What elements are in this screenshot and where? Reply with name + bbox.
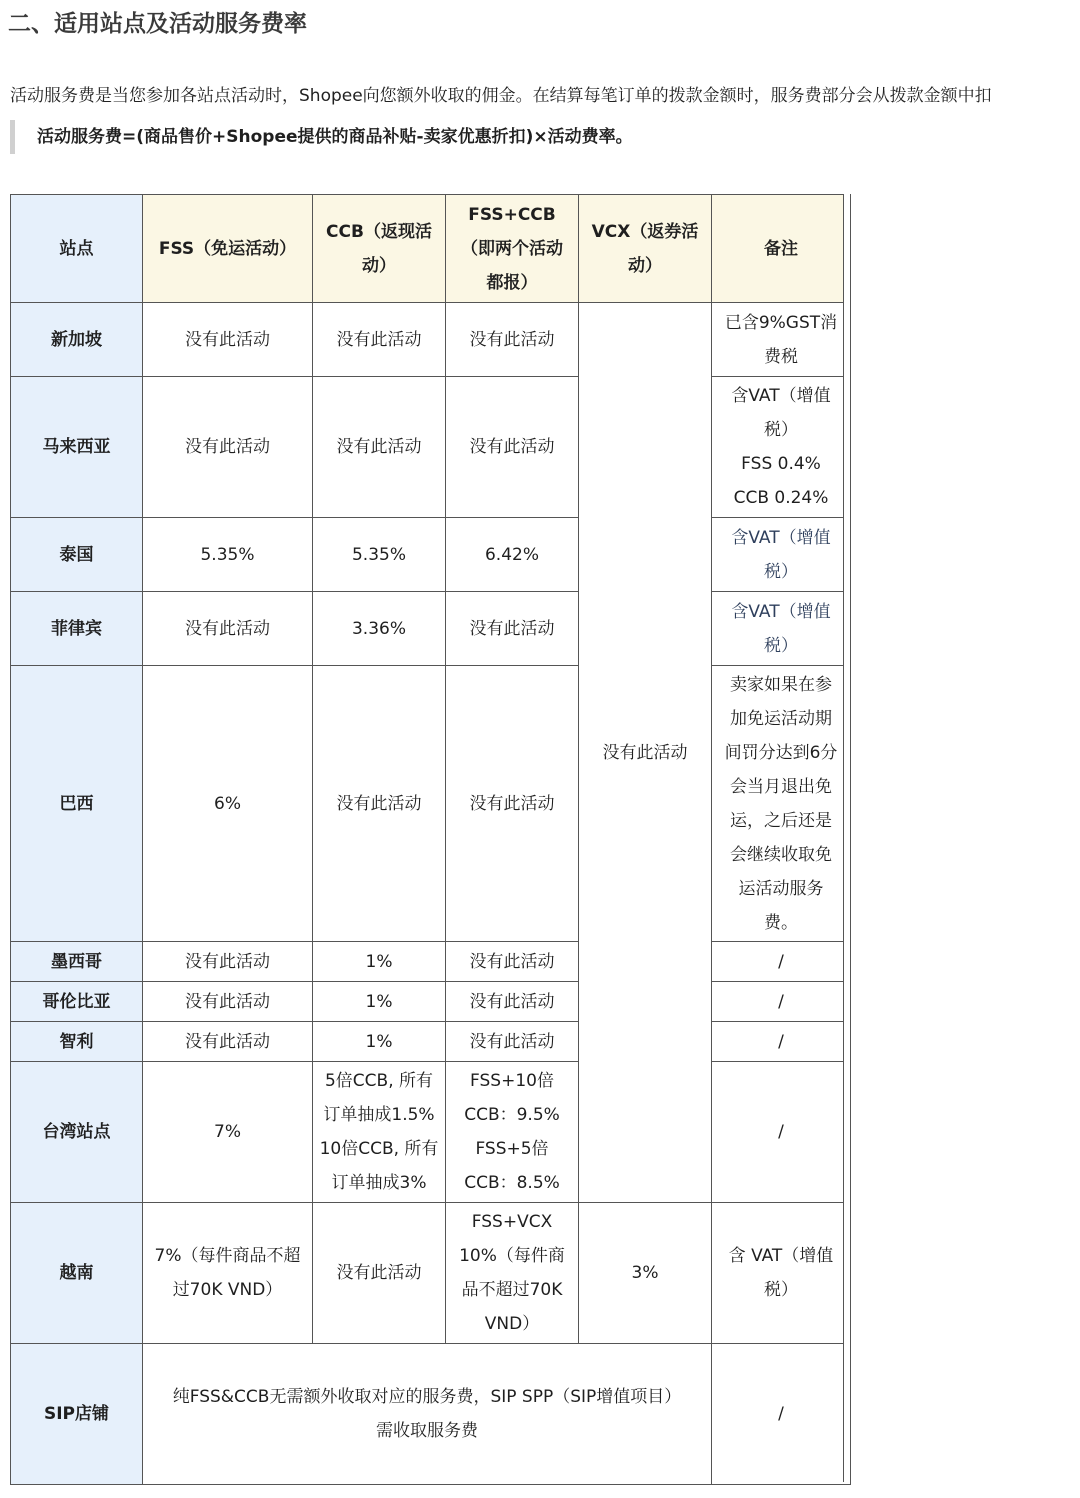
table-row [11, 982, 851, 1022]
table-row [11, 1062, 851, 1203]
ccb-cell: 5倍CCB, 所有 订单抽成1.5% 10倍CCB, 所有 订单抽成3% [313, 1062, 446, 1203]
site-cell: SIP店铺 [11, 1344, 143, 1485]
fss-cell: 7%（每件商品不超 过70K VND） [143, 1203, 313, 1344]
table-row [11, 1022, 851, 1062]
ccb-cell: 没有此活动 [313, 303, 446, 377]
fss-cell: 没有此活动 [143, 1022, 313, 1062]
site-cell: 智利 [11, 1022, 143, 1062]
site-cell: 哥伦比亚 [11, 982, 143, 1022]
note-cell: 含VAT（增值 税） [712, 592, 851, 666]
fss-ccb-cell: 没有此活动 [446, 982, 579, 1022]
note-cell: / [712, 1062, 851, 1203]
header-fss: FSS（免运活动） [143, 195, 313, 303]
header-vcx: VCX（返券活 动） [579, 195, 712, 303]
table-row [11, 518, 851, 592]
table-row [11, 303, 851, 377]
fss-cell: 没有此活动 [143, 592, 313, 666]
ccb-cell: 1% [313, 982, 446, 1022]
fss-cell: 5.35% [143, 518, 313, 592]
table-row [11, 1203, 851, 1344]
formula-quote [10, 120, 715, 154]
site-cell: 新加坡 [11, 303, 143, 377]
page-heading: 二、适用站点及活动服务费率 [8, 11, 307, 37]
fss-ccb-cell: 没有此活动 [446, 303, 579, 377]
header-site: 站点 [11, 195, 143, 303]
table-row [11, 377, 851, 518]
site-cell: 越南 [11, 1203, 143, 1344]
intro-paragraph: 活动服务费是当您参加各站点活动时，Shopee向您额外收取的佣金。在结算每笔订单的拨款金额时，服务费部分会从拨款金额中扣 [10, 86, 992, 106]
header-note: 备注 [712, 195, 851, 303]
fss-cell: 6% [143, 666, 313, 942]
table-right-edge [843, 194, 850, 1482]
fss-cell: 没有此活动 [143, 377, 313, 518]
note-cell: 已含9%GST消 费税 [712, 303, 851, 377]
note-cell: / [712, 982, 851, 1022]
site-cell: 巴西 [11, 666, 143, 942]
table-row [11, 942, 851, 982]
fss-ccb-cell: FSS+10倍 CCB：9.5% FSS+5倍 CCB：8.5% [446, 1062, 579, 1203]
fss-ccb-cell: 没有此活动 [446, 942, 579, 982]
vcx-merged-cell: 没有此活动 [579, 303, 712, 1203]
site-cell: 台湾站点 [11, 1062, 143, 1203]
header-fss-ccb: FSS+CCB （即两个活动 都报） [446, 195, 579, 303]
ccb-cell: 没有此活动 [313, 666, 446, 942]
header-ccb: CCB（返现活 动） [313, 195, 446, 303]
ccb-cell: 1% [313, 942, 446, 982]
note-cell: 含VAT（增值 税） [712, 518, 851, 592]
vcx-cell: 3% [579, 1203, 712, 1344]
fss-cell: 7% [143, 1062, 313, 1203]
note-cell: 含VAT（增值 税） FSS 0.4% CCB 0.24% [712, 377, 851, 518]
fss-ccb-cell: 没有此活动 [446, 592, 579, 666]
note-cell: 含 VAT（增值 税） [712, 1203, 851, 1344]
fss-cell: 没有此活动 [143, 303, 313, 377]
note-cell: / [712, 1022, 851, 1062]
ccb-cell: 3.36% [313, 592, 446, 666]
table-row [11, 666, 851, 942]
site-cell: 墨西哥 [11, 942, 143, 982]
fss-cell: 没有此活动 [143, 942, 313, 982]
fss-ccb-cell: FSS+VCX 10%（每件商 品不超过70K VND） [446, 1203, 579, 1344]
note-cell: / [712, 942, 851, 982]
sip-merged-cell: 纯FSS&CCB无需额外收取对应的服务费，SIP SPP（SIP增值项目） 需收取服务费 [143, 1344, 712, 1485]
site-cell: 菲律宾 [11, 592, 143, 666]
note-cell: 卖家如果在参 加免运活动期 间罚分达到6分 会当月退出免 运，之后还是 会继续收取免 运活动服务 费。 [712, 666, 851, 942]
fss-ccb-cell: 没有此活动 [446, 377, 579, 518]
table-row [11, 1344, 851, 1485]
rates-table [10, 194, 851, 1485]
formula-text: 活动服务费=(商品售价+Shopee提供的商品补贴-卖家优惠折扣)×活动费率。 [37, 127, 633, 147]
fss-cell: 没有此活动 [143, 982, 313, 1022]
ccb-cell: 没有此活动 [313, 377, 446, 518]
header-row [11, 195, 851, 303]
site-cell: 泰国 [11, 518, 143, 592]
fss-ccb-cell: 没有此活动 [446, 1022, 579, 1062]
fss-ccb-cell: 6.42% [446, 518, 579, 592]
site-cell: 马来西亚 [11, 377, 143, 518]
ccb-cell: 5.35% [313, 518, 446, 592]
table-row [11, 592, 851, 666]
fss-ccb-cell: 没有此活动 [446, 666, 579, 942]
ccb-cell: 1% [313, 1022, 446, 1062]
ccb-cell: 没有此活动 [313, 1203, 446, 1344]
note-cell: / [712, 1344, 851, 1485]
